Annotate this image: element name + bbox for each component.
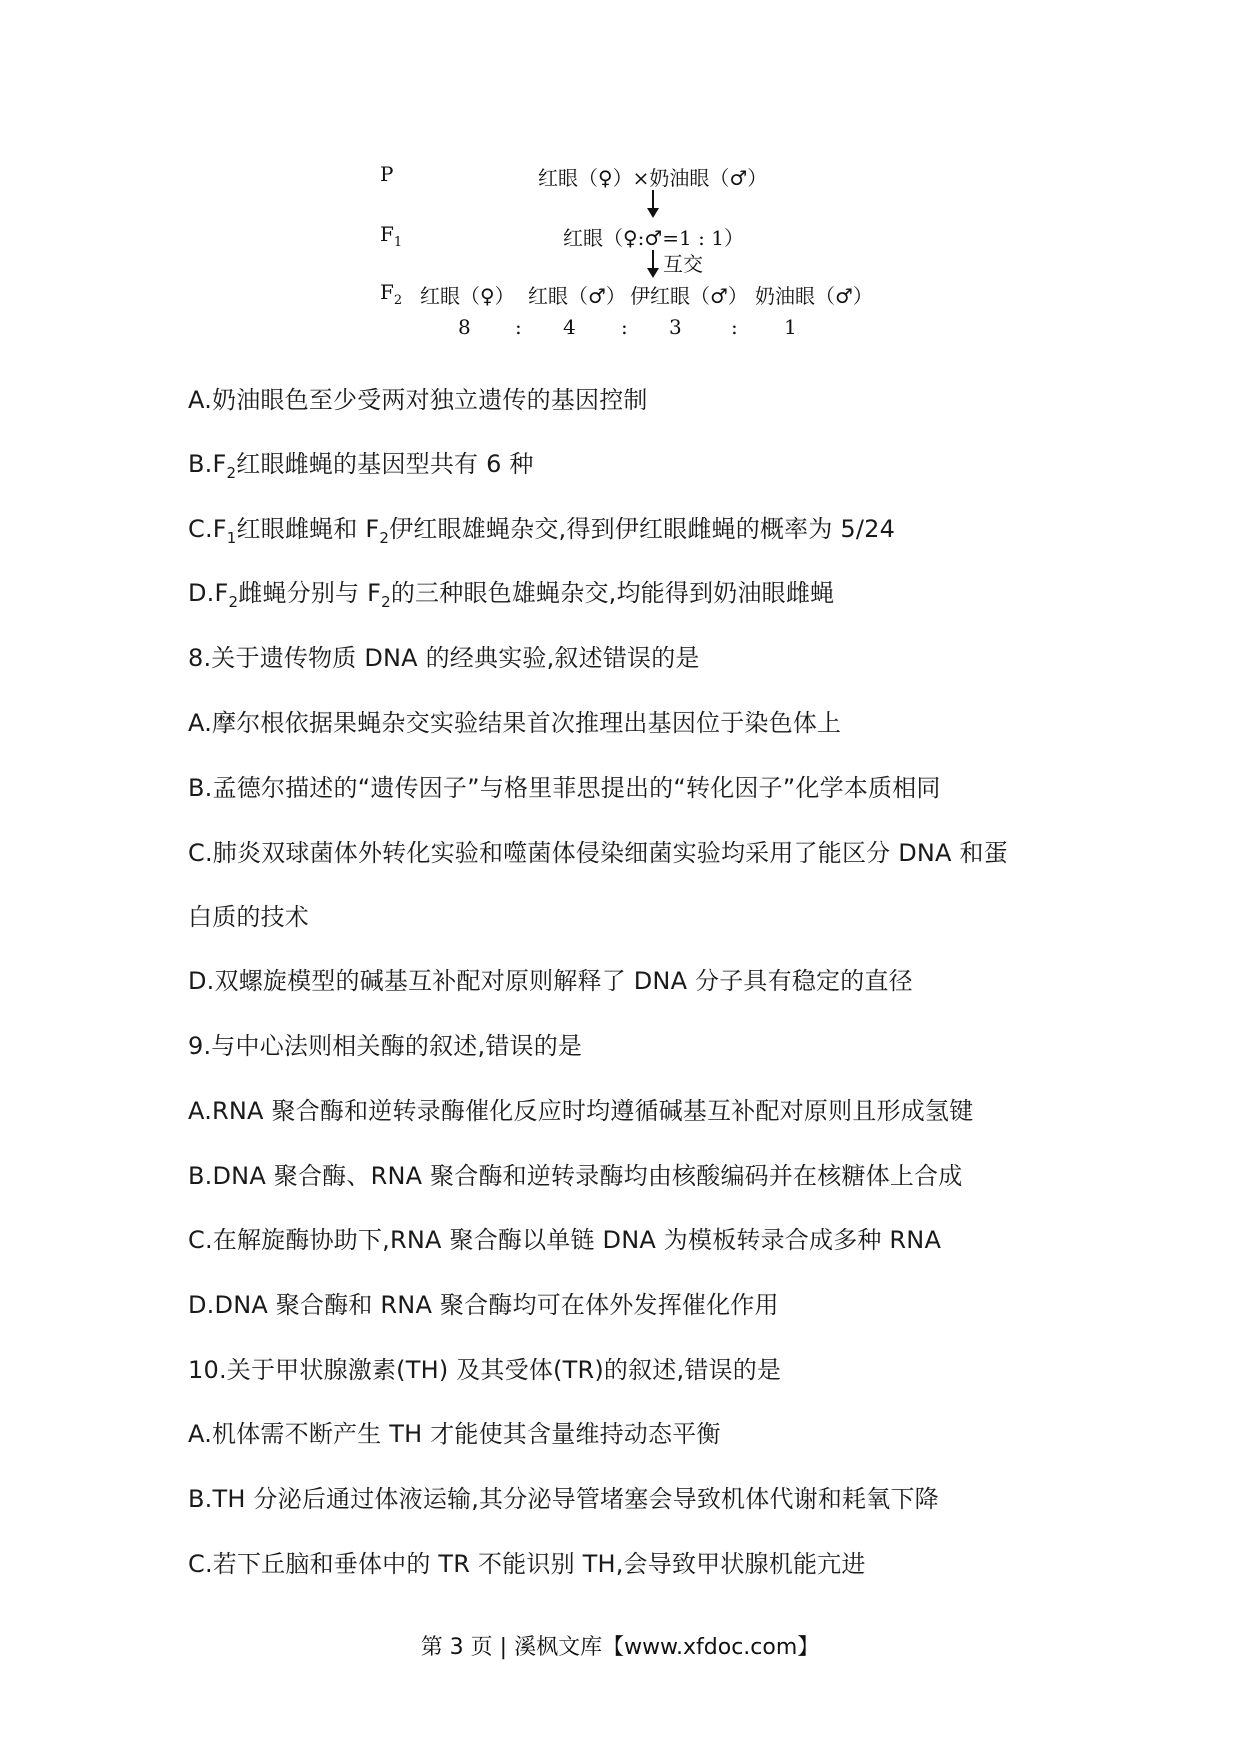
down-arrow-icon <box>652 250 654 276</box>
q9-option-c: C.在解旋酶协助下,RNA 聚合酶以单链 DNA 为模板转录合成多种 RNA <box>188 1226 942 1254</box>
q10-option-b: B.TH 分泌后通过体液运输,其分泌导管堵塞会导致机体代谢和耗氧下降 <box>188 1485 939 1513</box>
q7-option-b: $B.F_2$红眼雌蝇的基因型共有 6 种 <box>188 450 534 482</box>
q9-option-b: B.DNA 聚合酶、RNA 聚合酶和逆转录酶均由核酸编码并在核糖体上合成 <box>188 1162 963 1190</box>
f2-ratio-value: 4 <box>563 315 576 339</box>
q8-option-c: C.肺炎双球菌体外转化实验和噬菌体侵染细菌实验均采用了能区分 DNA 和蛋 <box>188 839 1008 867</box>
f2-ratio-value: 8 <box>458 315 471 339</box>
q8-option-c-continued: 白质的技术 <box>188 903 309 931</box>
q8-option-d: D.双螺旋模型的碱基互补配对原则解释了 DNA 分子具有稳定的直径 <box>188 967 913 995</box>
f2-ratio-value: 3 <box>669 315 682 339</box>
q8-option-a: A.摩尔根依据果蝇杂交实验结果首次推理出基因位于染色体上 <box>188 709 842 737</box>
f2-phenotype: 红眼（♂） <box>528 284 626 308</box>
down-arrow-icon <box>652 190 654 216</box>
f2-phenotype: 伊红眼（♂） <box>630 284 748 308</box>
q7-option-d: $D.F_2$雌蝇分别与 $F_2$的三种眼色雄蝇杂交,均能得到奶油眼雌蝇 <box>188 579 835 611</box>
f2-phenotype: 红眼（♀） <box>420 284 515 308</box>
f2-ratio-separator: : <box>731 315 738 339</box>
p-cross-text: 红眼（♀）×奶油眼（♂） <box>538 166 768 190</box>
f2-generation-label: $F_2$ <box>380 280 403 308</box>
q10-option-a: A.机体需不断产生 TH 才能使其含量维持动态平衡 <box>188 1420 721 1448</box>
f1-generation-label: $F_1$ <box>380 222 403 250</box>
f2-phenotype: 奶油眼（♂） <box>755 284 873 308</box>
q9-stem: 9.与中心法则相关酶的叙述,错误的是 <box>188 1032 583 1060</box>
q8-stem: 8.关于遗传物质 DNA 的经典实验,叙述错误的是 <box>188 644 700 672</box>
q7-option-a: A.奶油眼色至少受两对独立遗传的基因控制 <box>188 386 648 414</box>
f2-ratio-separator: : <box>515 315 522 339</box>
q10-stem: 10.关于甲状腺激素(TH) 及其受体(TR)的叙述,错误的是 <box>188 1356 782 1384</box>
page-footer: 第 3 页 | 溪枫文库【www.xfdoc.com】 <box>420 1635 820 1660</box>
q8-option-b: B.孟德尔描述的“遗传因子”与格里菲思提出的“转化因子”化学本质相同 <box>188 774 941 802</box>
cross-label: 互交 <box>663 252 703 276</box>
f2-ratio-separator: : <box>621 315 628 339</box>
f1-result-text: 红眼（♀:♂=1 : 1） <box>563 226 744 250</box>
q9-option-d: D.DNA 聚合酶和 RNA 聚合酶均可在体外发挥催化作用 <box>188 1291 779 1319</box>
q9-option-a: A.RNA 聚合酶和逆转录酶催化反应时均遵循碱基互补配对原则且形成氢键 <box>188 1097 974 1125</box>
q10-option-c: C.若下丘脑和垂体中的 TR 不能识别 TH,会导致甲状腺机能亢进 <box>188 1550 866 1578</box>
genetics-cross-diagram <box>380 150 900 350</box>
p-generation-label: P <box>380 162 394 186</box>
q7-option-c: $C.F_1$红眼雌蝇和 $F_2$伊红眼雄蝇杂交,得到伊红眼雌蝇的概率为 5/24 <box>188 515 896 547</box>
f2-ratio-value: 1 <box>784 315 797 339</box>
